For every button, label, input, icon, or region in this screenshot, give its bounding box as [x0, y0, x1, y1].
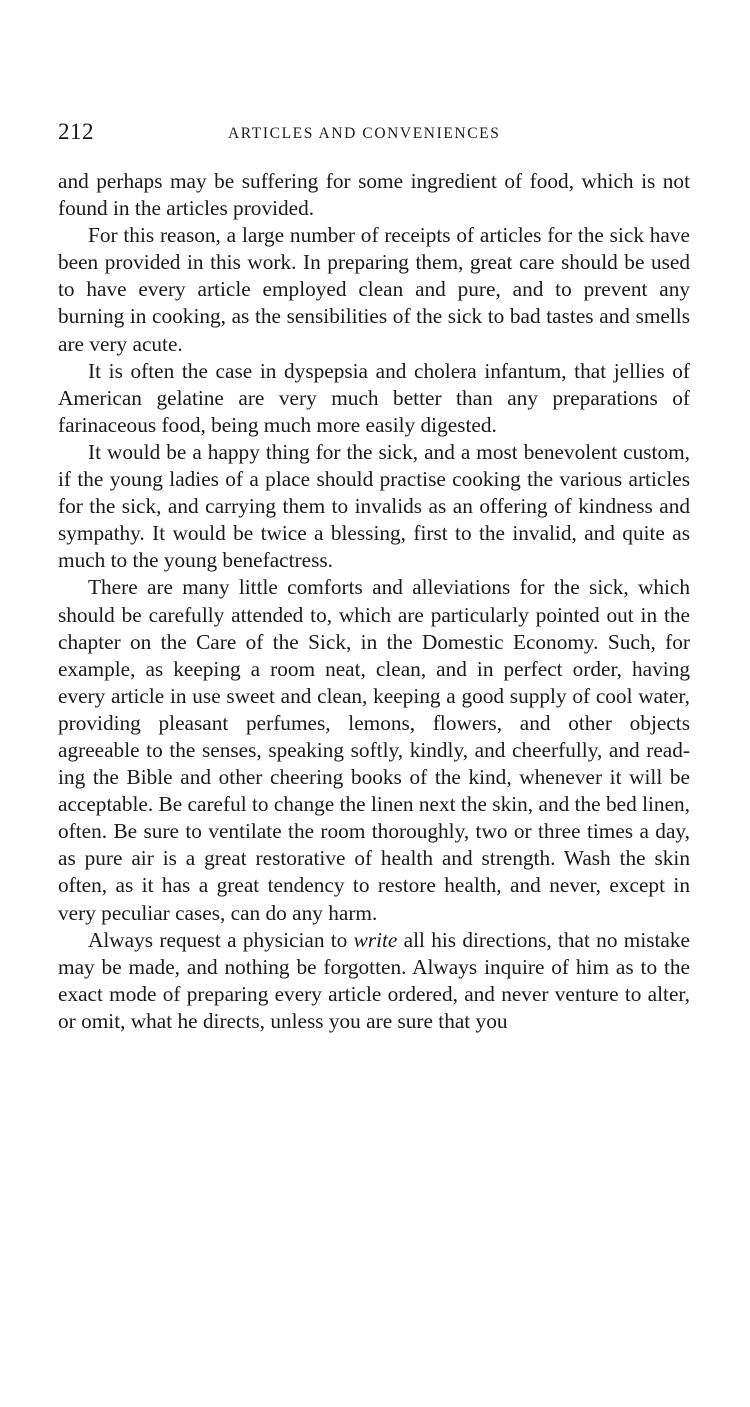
running-header [58, 118, 690, 158]
running-title: ARTICLES AND CONVENIENCES [228, 125, 501, 142]
paragraph-physician-directions [58, 927, 690, 1035]
paragraph-receipts-for-sick: For this reason, a large number of receipts of articles for the sick have been provided in this work. In preparing them, great care should be used to have every article employed clean and pure, and to prevent any burning in cooking, as the sensibilities of the sick to bad tastes and smells are very acute. [58, 223, 690, 356]
paragraph-physician-before: Always request a physician to [88, 927, 354, 952]
paragraph-comforts-alleviations: There are many little comforts and alleviations for the sick, which should be carefully attended to, which are particularly pointed out in the chapter on the Care of the Sick, in the Domestic Economy. Such, for example, as keeping a room neat, clean, and in perfect order, having every article in use sweet and clean, keeping a good supply of cool water, providing pleasant perfumes, lemons, flowers, and other objects agreeable to the senses, speaking softly, kindly, and cheerfully, and reading the Bible and other cheering books of the kind, whenever it will be acceptable. Be careful to change the linen next the skin, and the bed linen, often. Be sure to ventilate the room thoroughly, two or three times a day, as pure air is a great restorative of health and strength. Wash the skin often, as it has a great tendency to restore health, and never, except in very peculiar cases, can do any harm. [58, 575, 690, 925]
page-number: 212 [58, 119, 94, 144]
paragraph-dyspepsia-gelatine: It is often the case in dyspepsia and cholera infantum, that jellies of American gelatine are very much better than any preparations of farinaceous food, being much more easily digested. [58, 358, 690, 437]
emphasis-write: write [353, 927, 398, 952]
paragraph-physician-after: all his directions, that no mistake may be made, and nothing be forgotten. Always inquire of him as to the exact mode of preparing every article ordered, and never venture to alter, or omit, what he directs, unless you are sure that you [58, 927, 690, 1033]
paragraph-continued: and perhaps may be suffering for some ingredient of food, which is not found in the articles provided. [58, 169, 690, 221]
body-text [58, 168, 690, 1035]
paragraph-young-ladies-cooking: It would be a happy thing for the sick, and a most benevolent custom, if the young ladies of a place should practise cooking the various articles for the sick, and carrying them to invalids as an offering of kindness and sympathy. It would be twice a blessing, first to the invalid, and quite as much to the young benefactress. [58, 439, 690, 573]
book-page [58, 118, 690, 1035]
